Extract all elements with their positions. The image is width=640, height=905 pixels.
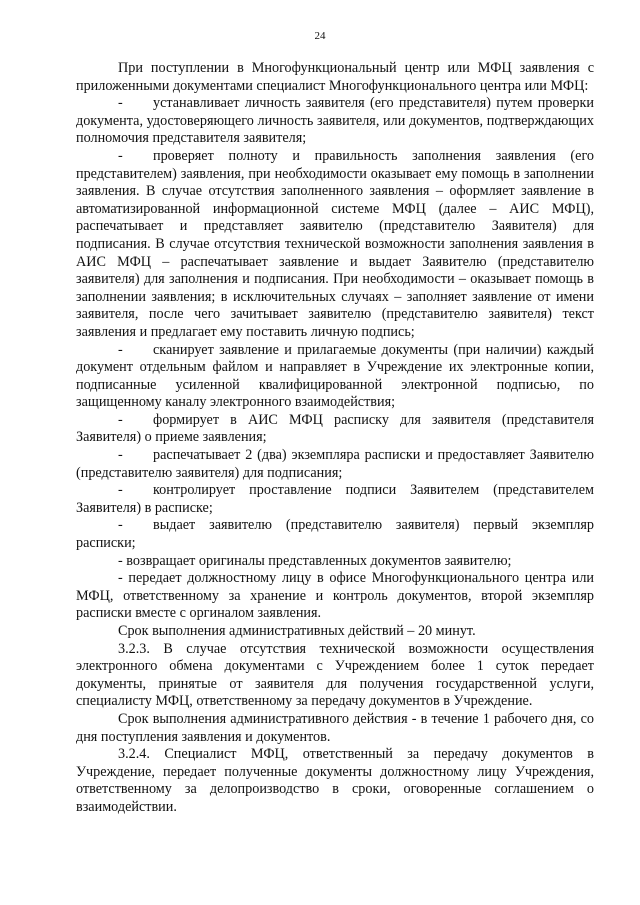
- list-item-text: выдает заявителю (представителю заявителя) первый экземпляр расписки;: [76, 517, 594, 552]
- list-item-text: проверяет полноту и правильность заполнения заявления (его представителем) заявления, при необходимости оказывает ему помощь в заполнении заявления. В случае отсутствия заполненного заявления – оформляет заявление в автоматизированной информационной системе МФЦ (далее – АИС МФЦ), распечатывает и представляет заявителю (представителю Заявителя) для подписания. В случае отсутствия технической возможности заполнения заявления в АИС МФЦ – распечатывает заявление и выдает Заявителю (представителю заявителя) для заполнения и подписания. При необходимости – оказывает помощь в заполнении заявления; в исключительных случаях – заполняет заявление от имени заявителя, после чего зачитывает заявителю (представителю заявителя) текст заявления и предлагает ему поставить личную подпись;: [76, 147, 594, 340]
- list-item-text: распечатывает 2 (два) экземпляра расписки и предоставляет Заявителю (представителю заявителя) для подписания;: [76, 447, 594, 481]
- list-item-text: формирует в АИС МФЦ расписку для заявителя (представителя Заявителя) о приеме заявления;: [76, 411, 594, 446]
- list-item-text: сканирует заявление и прилагаемые документы (при наличии) каждый документ отдельным файлом и направляет в Учреждение их электронные копии, подписанные усиленной квалифицированной электронной подписью, по защищенному каналу электронного взаимодействия;: [76, 341, 594, 411]
- page-number: 24: [314, 30, 326, 42]
- paragraph-3-2-3: 3.2.3. В случае отсутствия технической возможности осуществления электронного обмена документами с Учреждением более 1 суток передает документы, принятые от заявителя для получения государственной услуги, специалисту МФЦ, ответственному за передачу документов в Учреждение.: [76, 640, 594, 710]
- list-item: [76, 95, 594, 148]
- paragraph-return-originals: - возвращает оригиналы представленных документов заявителю;: [118, 552, 512, 569]
- list-marker: -: [118, 482, 123, 499]
- list-marker: -: [118, 341, 123, 358]
- list-item: [76, 447, 594, 482]
- list-item: [76, 342, 594, 412]
- paragraph-3-2-4: 3.2.4. Специалист МФЦ, ответственный за передачу документов в Учреждение, передает полученные документы должностному лицу Учреждения, ответственному за делопроизводство в сроки, оговоренные соглашением о взаимодействии.: [76, 746, 594, 815]
- list-marker: -: [118, 447, 123, 464]
- list-marker: -: [118, 147, 123, 164]
- paragraph-intro: При поступлении в Многофункциональный центр или МФЦ заявления с приложенными документами специалист Многофункционального центра или МФЦ:: [76, 60, 594, 94]
- paragraph-transfer-receipt: - передает должностному лицу в офисе Многофункционального центра или МФЦ, ответственному за хранение и контроль документов, второй экземпляр расписки вместе с оргиналом заявления.: [76, 570, 594, 622]
- list-marker: -: [118, 517, 123, 534]
- list-item: [76, 148, 594, 342]
- list-marker: -: [118, 411, 123, 428]
- list-item-text: контролирует проставление подписи Заявителем (представителем Заявителя) в расписке;: [76, 482, 594, 516]
- list-item-text: устанавливает личность заявителя (его представителя) путем проверки документа, удостоверяющего личность заявителя, или документов, подтверждающих полномочия представителя заявителя;: [76, 95, 594, 147]
- list-marker: -: [118, 95, 123, 112]
- list-item: [76, 517, 594, 552]
- paragraph-deadline-20min: Срок выполнения административных действий – 20 минут.: [118, 623, 476, 639]
- document-body: [76, 60, 594, 817]
- list-item: [76, 412, 594, 447]
- list-item: [76, 482, 594, 517]
- paragraph-deadline-1day: Срок выполнения административного действия - в течение 1 рабочего дня, со дня поступления заявления и документов.: [76, 710, 594, 745]
